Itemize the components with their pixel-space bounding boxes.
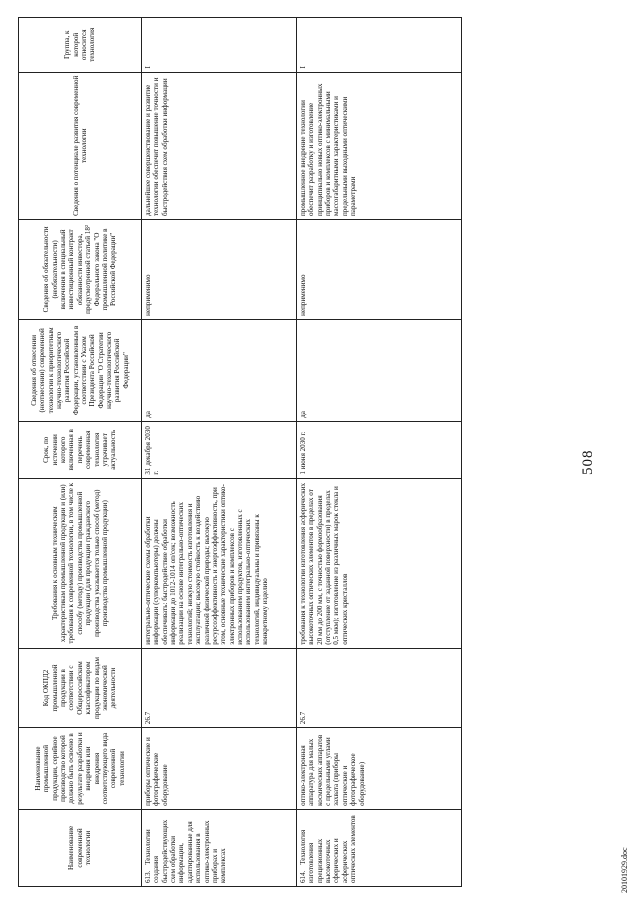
cell-investment: неприменимо: [297, 219, 462, 319]
document-id: 20101929.doc: [620, 847, 629, 893]
cell-product: оптико-электронная аппаратура для малых космических аппаратов с предельными углами захвата (приборы оптические и фотографическое оборудование): [297, 728, 462, 810]
cell-term: 1 июня 2030 г.: [297, 421, 462, 478]
header-requirements: Требования к основным техническим характеристикам промышленной продукции и (или) требования к современной технологии, в том числе к способу (методу) производства промышленной продукции (для продукции гражданского производства указывается только способ (метод) производства промышленной продукции): [19, 478, 142, 648]
technology-name: Технология изготовления прецизионных высокоточных сферических и асферических оптических элементов: [299, 815, 358, 883]
row-number: 614.: [299, 870, 307, 883]
row-number: 613.: [144, 870, 152, 883]
cell-priority: да: [142, 319, 297, 421]
header-term: Срок, по истечении которого включенная в перечень современная технология утрачивает актуальность: [19, 421, 142, 478]
header-priority: Сведения об отнесении (неотнесении) современной технологии к приоритетным научно-технологического развития Российской Федерации, установленным в соответствии с Указом Президента Российской Федерации "О Стратегии научно-технологического развития Российской Федерации": [19, 319, 142, 421]
cell-okpd: 26.7: [142, 648, 297, 727]
cell-technology: [142, 809, 297, 886]
page-number: 508: [580, 449, 596, 475]
cell-priority: да: [297, 319, 462, 421]
header-investment: Сведения об обязательности (необязательности) включения в специальный инвестиционный контракт обязанности инвестора, предусмотренной статьей 18² Федерального закона "О промышленной политике в Российской Федерации": [19, 219, 142, 319]
cell-requirements: требования к технологии изготовления асферических высокоточных оптических элементов в пределах от 20 мм до 200 мм, с точностью формообразования (отступление от заданной поверхности) в пределах 0,5 мкм); изготовление из различных марок стекла и оптических кристаллов: [297, 478, 462, 648]
table-row: [297, 18, 462, 887]
technology-name: Технологии создания быстродействующих схем обработки информации, адаптированные для использования в оптико-электронных приборах и комплексах: [144, 819, 228, 883]
cell-potential: дальнейшее совершенствование и развитие технологии обеспечит повышение точности и быстродействия схем обработки информации: [142, 72, 297, 219]
header-group: Группа, к которой относится технология: [19, 18, 142, 73]
cell-okpd: 26.7: [297, 648, 462, 727]
header-product: Наименование промышленной продукции, серийное производство которой должно быть освоено в результате разработки и внедрения или внедрения соответствующего вида современной технологии: [19, 728, 142, 810]
cell-potential: промышленное внедрение технологии обеспечит разработку и изготовление принципиально новых оптико-электронных приборов и комплексов с минимальными массогабаритными характеристиками и предельными выходными оптическими параметрами: [297, 72, 462, 219]
table-header-row: [19, 18, 142, 887]
cell-term: 31 декабря 2030 г.: [142, 421, 297, 478]
cell-requirements: интегрально-оптические схемы обработки информации (суперкомпьютеры) должны обеспечивать: быстродействие обработки информации до 1012-1014 оп/сек; возможность реализации на основе интегрально-оптических технологий; низкую стоимость изготовления и эксплуатации; высокую стойкость к воздействию различной физической природы; высокую ресурсоэффективность и энергоэффективность, при этом, основные технические характеристики оптико-электронных приборов и комплексов с использованием продуктов, изготовленных с использованием интегрально-оптических технологий, индивидуальны и привязаны к конкретному изделию: [142, 478, 297, 648]
header-technology: Наименование современной технологии: [19, 809, 142, 886]
header-okpd: Код ОКПД2 промышленной продукции в соответствии с Общероссийским классификатором продукции по видам экономической деятельности: [19, 648, 142, 727]
cell-investment: неприменимо: [142, 219, 297, 319]
cell-product: приборы оптические и фотографические оборудование: [142, 728, 297, 810]
table-row: [142, 18, 297, 887]
cell-technology: [297, 809, 462, 886]
cell-group: I: [142, 18, 297, 73]
technology-table: [18, 17, 462, 887]
cell-group: I: [297, 18, 462, 73]
header-potential: Сведения о потенциале развития современной технологии: [19, 72, 142, 219]
